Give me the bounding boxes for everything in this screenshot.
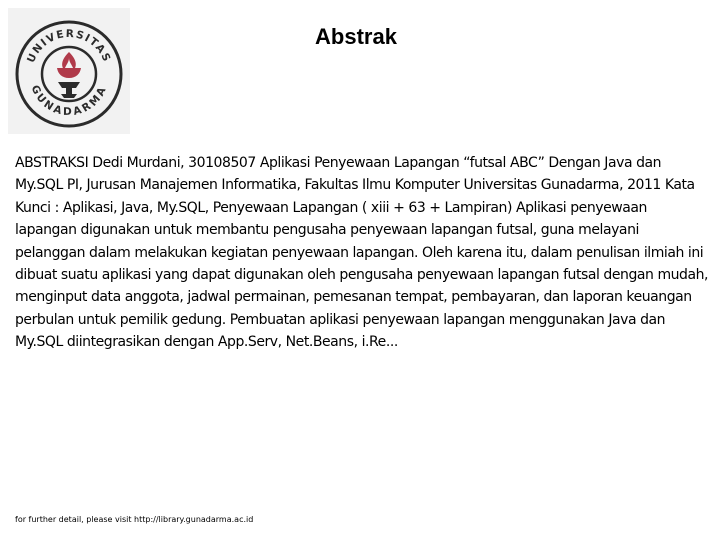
logo-text-top: UNIVERSITAS [25,27,113,65]
gunadarma-logo-icon [8,8,130,134]
page-title: Abstrak [315,24,397,49]
abstract-text: ABSTRAKSI Dedi Murdani, 30108507 Aplikasi Penyewaan Lapangan “futsal ABC” Dengan Java dan My.SQL PI, Jurusan Manajemen Informatika, Fakultas Ilmu Komputer Universitas Gunadarma, 2011 Kata Kunci : Aplikasi, Java, My.SQL, Penyewaan Lapangan ( xiii + 63 + Lampiran) Aplikasi penyewaan lapangan digunakan untuk membantu pengusaha penyewaan lapangan futsal, guna melayani pelanggan dalam melakukan kegiatan penyewaan lapangan. Oleh karena itu, dalam penulisan ilmiah ini dibuat suatu aplikasi yang dapat digunakan oleh pengusaha penyewaan lapangan futsal dengan mudah, menginput data anggota, jadwal permainan, pemesanan tempat, pembayaran, dan laporan keuangan perbulan untuk pemilik gedung. Pembuatan aplikasi penyewaan lapangan menggunakan Java dan My.SQL diintegrasikan dengan App.Serv, Net.Beans, i.Re... [15,155,709,351]
logo-flame-icon [57,52,81,98]
logo-text-bottom: GUNADARMA [28,83,110,119]
footer-note: for further detail, please visit http://library.gunadarma.ac.id [15,515,254,524]
university-logo [8,8,130,134]
